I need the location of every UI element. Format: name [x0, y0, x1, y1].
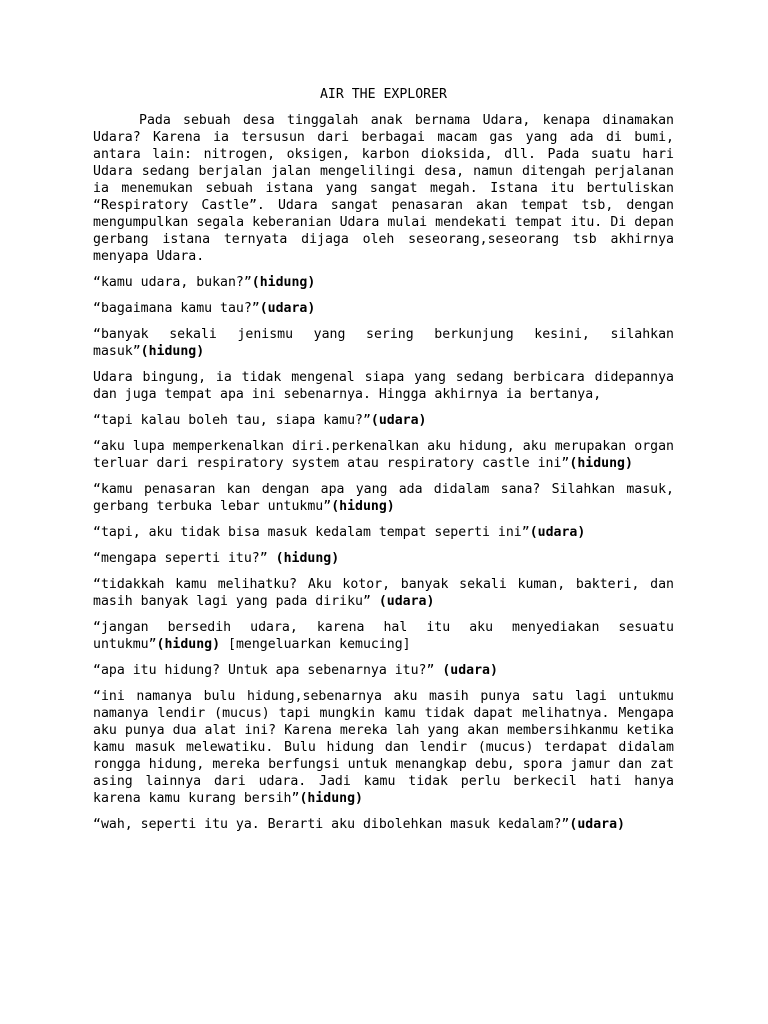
dialogue-text: “tidakkah kamu melihatku? Aku kotor, banyak sekali kuman, bakteri, dan masih banyak lagi yang pada diriku” — [93, 577, 674, 609]
document-title: AIR THE EXPLORER — [319, 87, 448, 102]
speaker-label: (hidung) — [569, 456, 633, 471]
dialogue-paragraph — [93, 619, 674, 653]
dialogue-text: “bagaimana kamu tau?” — [93, 301, 260, 316]
narration-paragraph — [93, 369, 674, 403]
dialogue-text: “apa itu hidung? Untuk apa sebenarnya itu?” — [93, 663, 443, 678]
document-page — [93, 86, 674, 842]
dialogue-text: “tapi, aku tidak bisa masuk kedalam tempat seperti ini” — [93, 525, 530, 540]
dialogue-paragraph — [93, 438, 674, 472]
speaker-label: (udara) — [569, 817, 625, 832]
dialogue-paragraph — [93, 326, 674, 360]
dialogue-paragraph — [93, 481, 674, 515]
dialogue-paragraph — [93, 274, 674, 291]
narration-text: Udara bingung, ia tidak mengenal siapa yang sedang berbicara didepannya dan juga tempat apa ini sebenarnya. Hingga akhirnya ia bertanya, — [93, 370, 674, 402]
dialogue-text: “mengapa seperti itu?” — [93, 551, 276, 566]
speaker-label: (hidung) — [299, 791, 363, 806]
dialogue-text: “kamu penasaran kan dengan apa yang ada didalam sana? Silahkan masuk, gerbang terbuka lebar untukmu” — [93, 482, 674, 514]
speaker-label: (udara) — [259, 301, 316, 316]
speaker-label: (hidung) — [251, 275, 316, 290]
dialogue-paragraph — [93, 688, 674, 807]
dialogue-paragraph — [93, 412, 674, 429]
speaker-label: (hidung) — [156, 637, 221, 652]
dialogue-paragraph — [93, 550, 674, 567]
dialogue-paragraph — [93, 524, 674, 541]
dialogue-text: “jangan bersedih udara, karena hal itu aku menyediakan sesuatu untukmu” — [93, 620, 674, 652]
dialogue-text: “tapi kalau boleh tau, siapa kamu?” — [93, 413, 371, 428]
speaker-label: (hidung) — [275, 551, 340, 566]
dialogue-text: “kamu udara, bukan?” — [93, 275, 252, 290]
dialogue-text: “banyak sekali jenismu yang sering berkunjung kesini, silahkan masuk” — [93, 327, 674, 359]
dialogue-paragraph — [93, 300, 674, 317]
speaker-label: (udara) — [529, 525, 586, 540]
dialogue-text: “ini namanya bulu hidung,sebenarnya aku masih punya satu lagi untukmu namanya lendir (mucus) tapi mungkin kamu tidak dapat melihatnya. Mengapa aku punya dua alat ini? Karena mereka lah yang akan membersihkanmu ketika kamu masuk melewatiku. Bulu hidung dan lendir (mucus) terdapat didalam rongga hidung, mereka berfungsi untuk menangkap debu, spora jamur dan zat asing lainnya dari udara. Jadi kamu tidak perlu berkecil hati hanya karena kamu kurang bersih” — [93, 689, 674, 806]
speaker-label: (hidung) — [331, 499, 395, 514]
dialogue-text: “wah, seperti itu ya. Berarti aku dibolehkan masuk kedalam?” — [93, 817, 570, 832]
dialogue-text: “aku lupa memperkenalkan diri.perkenalkan aku hidung, aku merupakan organ terluar dari respiratory system atau respiratory castle ini” — [93, 439, 674, 471]
dialogue-paragraph — [93, 662, 674, 679]
dialogue-paragraph — [93, 816, 674, 833]
intro-paragraph: Pada sebuah desa tinggalah anak bernama Udara, kenapa dinamakan Udara? Karena ia tersusun dari berbagai macam gas yang ada di bumi, antara lain: nitrogen, oksigen, karbon dioksida, dll. Pada suatu hari Udara sedang berjalan jalan mengelilingi desa, namun ditengah perjalanan ia menemukan sebuah istana yang sangat megah. Istana itu bertuliskan “Respiratory Castle”. Udara sangat penasaran akan tempat tsb, dengan mengumpulkan segala keberanian Udara mulai mendekati tempat itu. Di depan gerbang istana ternyata dijaga oleh seseorang,seseorang tsb akhirnya menyapa Udara. — [93, 113, 674, 264]
speaker-label: (udara) — [378, 594, 435, 609]
speaker-label: (udara) — [370, 413, 427, 428]
dialogue-paragraph — [93, 576, 674, 610]
stage-direction: [mengeluarkan kemucing] — [220, 637, 411, 652]
speaker-label: (udara) — [442, 663, 498, 678]
speaker-label: (hidung) — [140, 344, 205, 359]
